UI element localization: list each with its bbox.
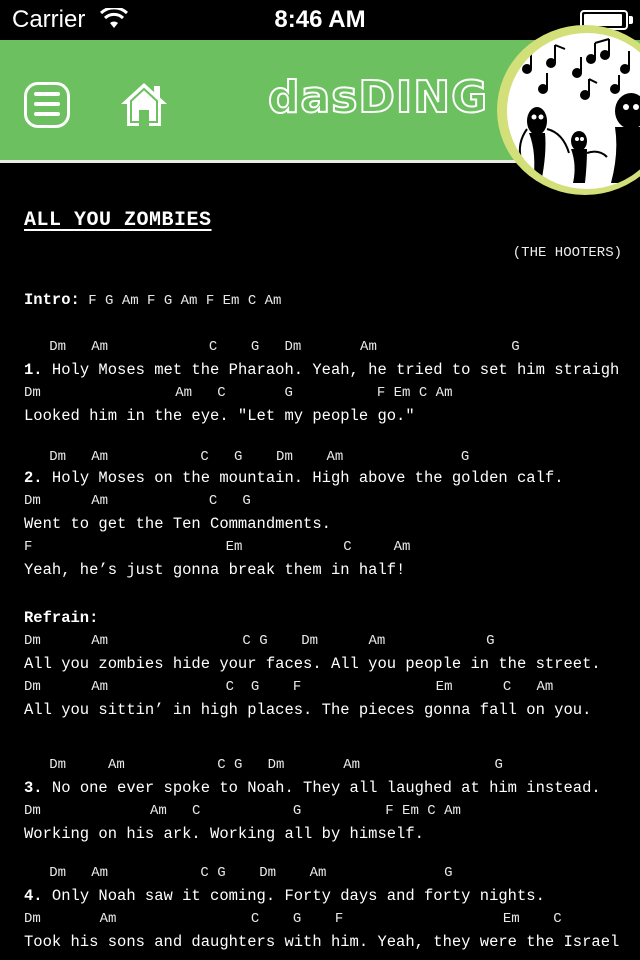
band-illustration [507,33,640,189]
chord-line [24,491,251,509]
brand-logo: dasDING [268,72,489,123]
lyric-text: All you zombies hide your faces. All you people in the street. [24,655,601,673]
lyric-text: Holy Moses on the mountain. High above the golden calf. [42,469,564,487]
intro-line [24,291,281,309]
lyric-line [24,561,405,579]
clock: 8:46 AM [274,6,366,33]
lyric-line [24,515,331,533]
lyric-line [24,469,564,487]
chord-line [24,755,503,773]
lyric-text: Looked him in the eye. "Let my people go." [24,407,415,425]
menu-icon-bar [34,102,60,106]
chord-text: Dm Am C G F Em C Am [24,679,554,695]
menu-icon-bar [34,92,60,96]
lyric-line [24,825,424,843]
lyric-text: No one ever spoke to Noah. They all laughed at him instead. [42,779,601,797]
chord-line [24,863,452,881]
chord-line [24,537,410,555]
carrier-label: Carrier [12,6,86,33]
intro-chords: F G Am F G Am F Em C Am [79,293,282,309]
battery-tip [629,16,633,24]
lyric-text: Went to get the Ten Commandments. [24,515,331,533]
section-label [24,609,98,627]
menu-icon-bar [34,112,60,116]
verse-number: 4. [24,887,43,905]
lyric-line [24,933,619,951]
lyric-line [24,887,545,905]
chord-line [24,631,494,649]
verse-number: 2. [24,469,43,487]
chord-text: Dm Am C G F Em C Am [24,803,461,819]
refrain-label: Refrain: [24,609,99,627]
lyric-line [24,361,619,379]
song-title: ALL YOU ZOMBIES [24,209,212,232]
chord-text: Dm Am C G F Em C Am [24,385,453,401]
chord-text: Dm Am C G Dm Am G [24,865,453,881]
intro-label: Intro: [24,291,80,309]
chord-text: Dm Am C G Dm Am G [24,449,470,465]
verse-number: 3. [24,779,43,797]
chord-text: Dm Am C G F Em C [24,911,562,927]
song-artist: (THE HOOTERS) [512,245,622,261]
chord-line [24,447,469,465]
chord-text: Dm Am C G Dm Am G [24,633,495,649]
chord-text: Dm Am C G Dm Am G [24,757,503,773]
lyric-text: Took his sons and daughters with him. Yeah, they were the Israel [24,933,620,951]
chord-line [24,337,520,355]
lyric-line [24,407,415,425]
lyric-line [24,701,591,719]
home-icon[interactable] [118,80,170,128]
lyric-text: Yeah, he’s just gonna break them in half! [24,561,406,579]
chord-text: F Em C Am [24,539,411,555]
lyric-text: Working on his ark. Working all by himself. [24,825,424,843]
lyric-text: All you sittin’ in high places. The pieces gonna fall on you. [24,701,592,719]
lyric-text: Holy Moses met the Pharaoh. Yeah, he tried to set him straigh [42,361,620,379]
chord-line [24,383,452,401]
verse-number: 1. [24,361,43,379]
chord-line [24,677,553,695]
chord-line [24,909,562,927]
chord-text: Dm Am C G [24,493,251,509]
chord-line [24,801,461,819]
lyric-line [24,779,601,797]
lyric-text: Only Noah saw it coming. Forty days and forty nights. [42,887,545,905]
menu-button[interactable] [24,82,70,128]
chord-text: Dm Am C G Dm Am G [24,339,520,355]
lyric-line [24,655,601,673]
